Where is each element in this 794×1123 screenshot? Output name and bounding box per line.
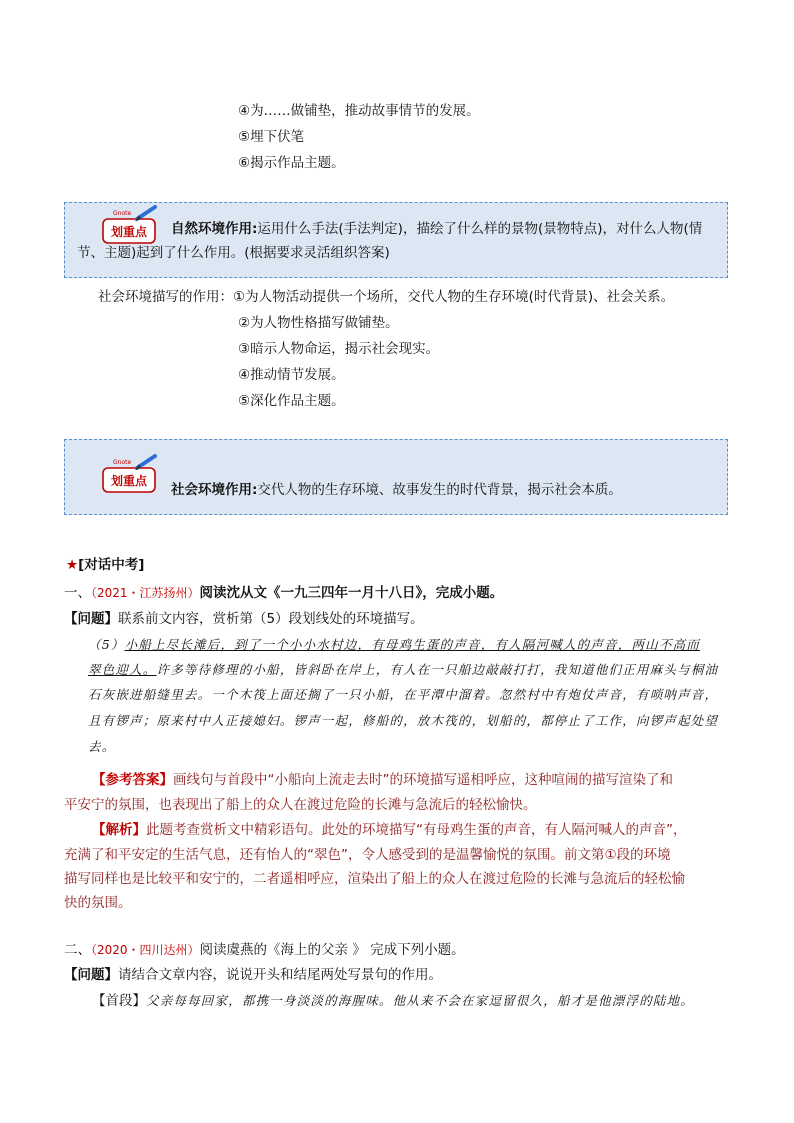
list-item: ③暗示人物命运，揭示社会现实。 bbox=[238, 341, 440, 357]
question-prompt: 【问题】联系前文内容，赏析第（5）段划线处的环境描写。 bbox=[64, 611, 424, 627]
social-env-intro: 社会环境描写的作用：①为人物活动提供一个场所，交代人物的生存环境(时代背景)、社会关系。 bbox=[98, 289, 675, 305]
answer-line: 【参考答案】画线句与首段中“小船向上流走去时”的环境描写遥相呼应，这种喧闹的描写渲染了和 bbox=[92, 772, 673, 788]
list-item: ④为……做铺垫，推动故事情节的发展。 bbox=[238, 103, 480, 119]
passage-line: 翠色迎人。许多等待修理的小船，皆斜卧在岸上，有人在一只船边敲敲打打，我知道他们正用麻头与桐油 bbox=[88, 662, 719, 677]
analysis-line: 描写同样也是比较平和安宁的，二者遥相呼应，渲染出了船上的众人在渡过危险的长滩与急流后的轻松愉 bbox=[64, 871, 685, 887]
highlight-box-natural-env bbox=[64, 202, 728, 278]
question-source: （2020・四川达州） bbox=[91, 943, 200, 957]
svg-text:划重点: 划重点 bbox=[110, 474, 148, 488]
question-prompt: 【问题】请结合文章内容，说说开头和结尾两处写景句的作用。 bbox=[64, 967, 442, 983]
section-header bbox=[66, 555, 144, 575]
passage-line: （5）小船上尽长滩后，到了一个小小水村边，有母鸡生蛋的声音，有人隔河喊人的声音，两山不高而 bbox=[88, 637, 700, 652]
passage-line: 【首段】父亲每每回家，都携一身淡淡的海腥味。他从来不会在家逗留很久，船才是他漂浮的陆地。 bbox=[92, 993, 695, 1009]
list-item: ⑤埋下伏笔 bbox=[238, 129, 305, 145]
list-item: ⑤深化作品主题。 bbox=[238, 393, 345, 409]
passage-line: 石灰嵌进船缝里去。一个木筏上面还搁了一只小船，在平潭中溜着。忽然村中有炮仗声音，有唢呐声音， bbox=[88, 687, 719, 702]
analysis-line: 【解析】此题考查赏析文中精彩语句。此处的环境描写“有母鸡生蛋的声音，有人隔河喊人的声音”， bbox=[92, 822, 687, 838]
svg-text:Gnote: Gnote bbox=[113, 459, 132, 466]
question-source: （2021・江苏扬州） bbox=[91, 586, 200, 600]
svg-text:划重点: 划重点 bbox=[110, 225, 148, 239]
passage-line: 且有锣声；原来村中人正接媳妇。锣声一起，修船的，放木筏的，划船的，都停止了工作，向锣声起处望 bbox=[88, 713, 719, 728]
analysis-line: 充满了和平安定的生活气息，还有怡人的“翠色”，令人感受到的是温馨愉悦的氛围。前文第①段的环境 bbox=[64, 847, 671, 863]
box-text: 节、主题)起到了什么作用。(根据要求灵活组织答案) bbox=[77, 245, 390, 261]
box-title: 社会环境作用: bbox=[171, 482, 258, 498]
box-text: 交代人物的生存环境、故事发生的时代背景，揭示社会本质。 bbox=[257, 482, 622, 498]
section-label: [对话中考] bbox=[78, 557, 145, 573]
box-text: 运用什么手法(手法判定)，描绘了什么样的景物(景物特点)，对什么人物(情 bbox=[257, 221, 703, 237]
question-title: 二、（2020・四川达州）阅读虞燕的《海上的父亲 》 完成下列小题。 bbox=[64, 942, 465, 958]
list-item: ④推动情节发展。 bbox=[238, 367, 345, 383]
question-title: 一、（2021・江苏扬州）阅读沈从文《一九三四年一月十八日》，完成小题。 bbox=[64, 585, 504, 601]
list-item: ⑥揭示作品主题。 bbox=[238, 155, 345, 171]
list-item: ②为人物性格描写做铺垫。 bbox=[238, 315, 399, 331]
box-title: 自然环境作用: bbox=[171, 221, 258, 237]
answer-line: 平安宁的氛围，也表现出了船上的众人在渡过危险的长滩与急流后的轻松愉快。 bbox=[64, 797, 537, 813]
star-icon: ★ bbox=[66, 557, 79, 573]
analysis-line: 快的氛围。 bbox=[64, 895, 132, 911]
highlight-box-social-env bbox=[64, 439, 728, 515]
highlight-stamp-icon bbox=[99, 454, 159, 498]
passage-line: 去。 bbox=[88, 739, 116, 754]
svg-text:Gnote: Gnote bbox=[113, 210, 132, 217]
